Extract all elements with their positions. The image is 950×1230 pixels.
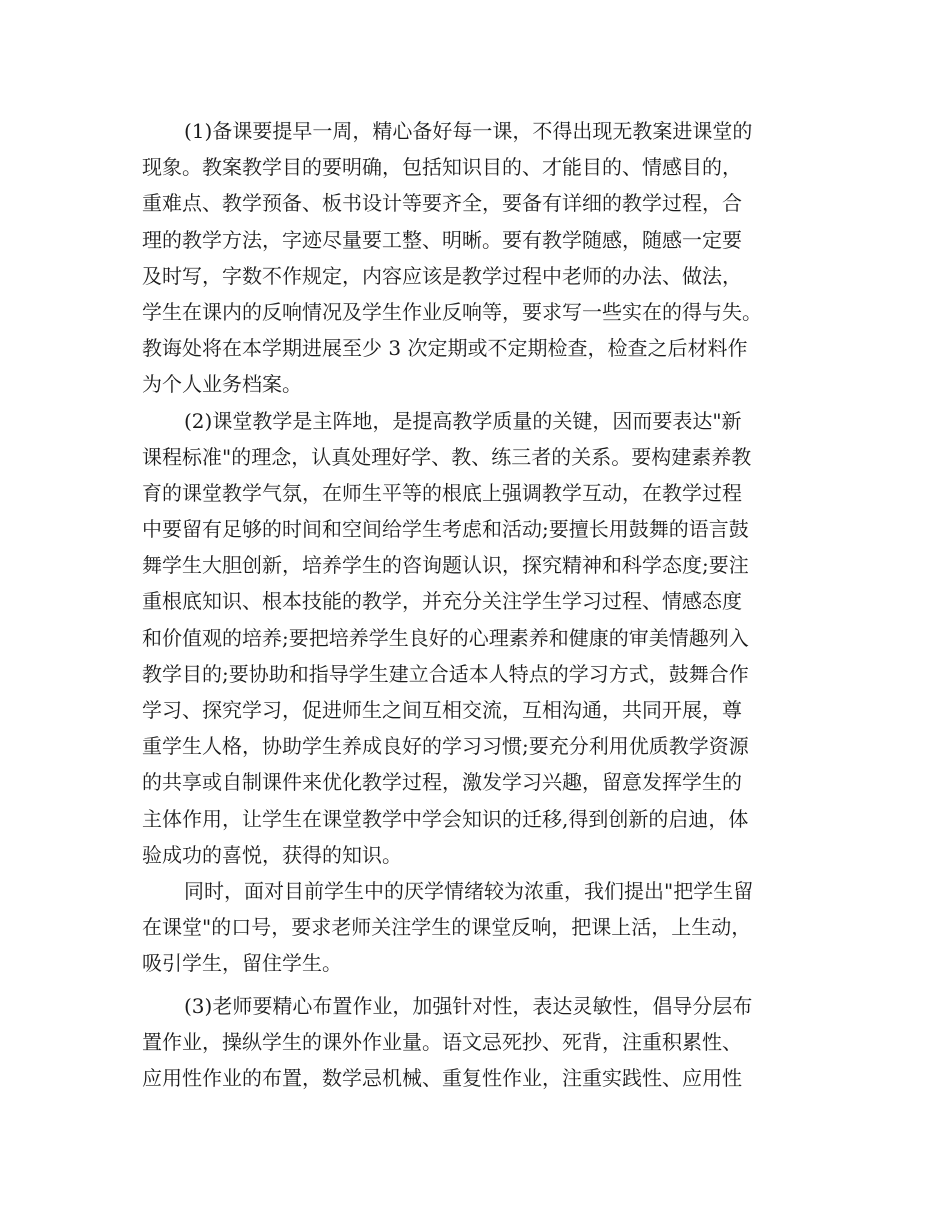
paragraph-3-line-1: 同时，面对目前学生中的厌学情绪较为浓重，我们提出"把学生留 — [184, 878, 754, 903]
paragraph-2-line-5: 舞学生大胆创新，培养学生的咨询题认识，探究精神和科学态度;要注 — [142, 553, 749, 578]
paragraph-1-line-8: 为个人业务档案。 — [142, 372, 302, 397]
paragraph-4-line-1: (3)老师要精心布置作业，加强针对性，表达灵敏性，倡导分层布 — [184, 993, 753, 1018]
paragraph-2-line-1: (2)课堂教学是主阵地，是提高教学质量的关键，因而要表达"新 — [184, 408, 742, 433]
paragraph-2-line-6: 重根底知识、根本技能的教学，并充分关注学生学习过程、情感态度 — [142, 589, 742, 614]
paragraph-1-line-3: 重难点、教学预备、板书设计等要齐全，要备有详细的教学过程，合 — [142, 191, 742, 216]
paragraph-2-line-4: 中要留有足够的时间和空间给学生考虑和活动;要擅长用鼓舞的语言鼓 — [142, 517, 749, 542]
paragraph-2-line-8: 教学目的;要协助和指导学生建立合适本人特点的学习方式，鼓舞合作 — [142, 661, 749, 686]
paragraph-2-line-9: 学习、探究学习，促进师生之间互相交流，互相沟通，共同开展，尊 — [142, 698, 742, 722]
paragraph-1-line-2: 现象。教案教学目的要明确，包括知识目的、才能目的、情感目的， — [142, 155, 742, 180]
paragraph-3-line-2: 在课堂"的口号，要求老师关注学生的课堂反响，把课上活，上生动， — [142, 915, 752, 940]
paragraph-2-line-11: 的共享或自制课件来优化教学过程，激发学习兴趣，留意发挥学生的 — [142, 770, 742, 795]
paragraph-2-line-12: 主体作用，让学生在课堂教学中学会知识的迁移,得到创新的启迪，体 — [142, 806, 749, 831]
paragraph-1-line-1: (1)备课要提早一周，精心备好每一课，不得出现无教案进课堂的 — [184, 119, 753, 143]
paragraph-1-line-5: 及时写，字数不作规定，内容应该是教学过程中老师的办法、做法， — [142, 263, 742, 288]
paragraph-2-line-7: 和价值观的培养;要把培养学生良好的心理素养和健康的审美情趣列入 — [142, 625, 749, 650]
paragraph-2-line-13: 验成功的喜悦，获得的知识。 — [142, 842, 402, 867]
paragraph-4-line-3: 应用性作业的布置，数学忌机械、重复性作业，注重实践性、应用性 — [142, 1065, 742, 1090]
paragraph-2-line-3: 育的课堂教学气氛，在师生平等的根底上强调教学互动，在教学过程 — [142, 480, 742, 505]
paragraph-1-line-7: 教诲处将在本学期进展至少 3 次定期或不定期检查，检查之后材料作 — [142, 336, 748, 361]
paragraph-1-line-6: 学生在课内的反响情况及学生作业反响等，要求写一些实在的得与失。 — [142, 299, 762, 324]
document-body — [142, 113, 832, 1096]
paragraph-1-line-4: 理的教学方法，字迹尽量要工整、明晰。要有教学随感，随感一定要 — [142, 227, 742, 252]
paragraph-2-line-10: 重学生人格，协助学生养成良好的学习习惯;要充分利用优质教学资源 — [142, 734, 749, 759]
paragraph-3-line-3: 吸引学生，留住学生。 — [142, 951, 342, 976]
paragraph-2-line-2: 课程标准"的理念，认真处理好学、教、练三者的关系。要构建素养教 — [142, 444, 752, 469]
paragraph-4-line-2: 置作业，操纵学生的课外作业量。语文忌死抄、死背，注重积累性、 — [142, 1029, 742, 1054]
